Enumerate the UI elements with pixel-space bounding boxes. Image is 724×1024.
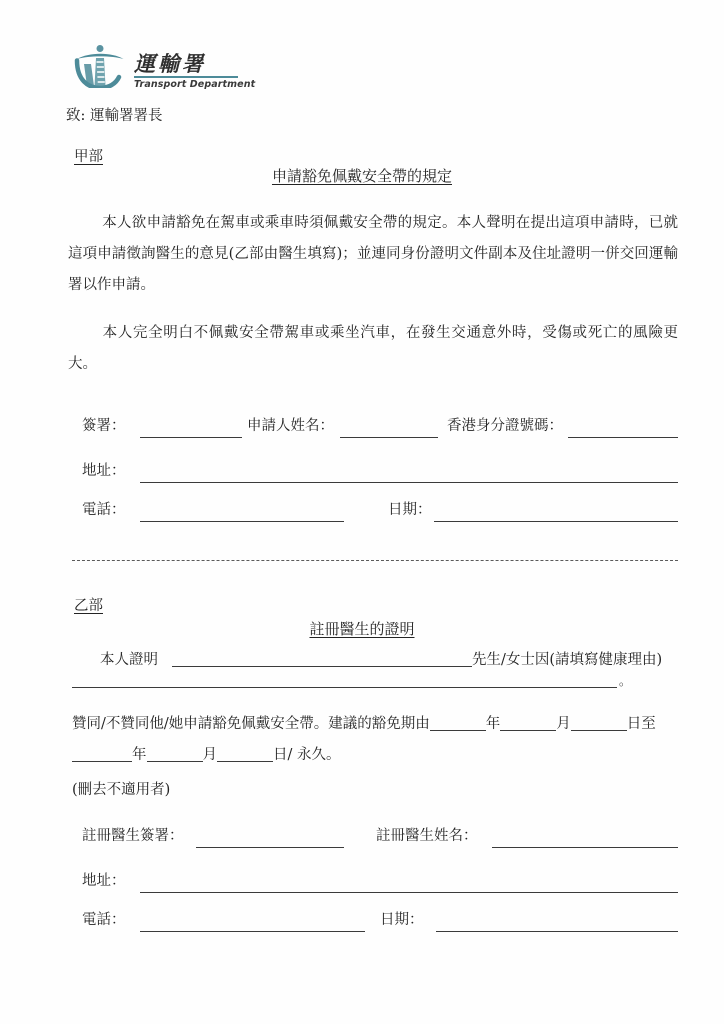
recommend-text-lead: 贊同/不贊同他/她申請豁免佩戴安全帶。建議的豁免期由 bbox=[72, 716, 430, 732]
part-b-label: 乙部 bbox=[74, 598, 103, 614]
letterhead bbox=[74, 44, 255, 88]
transport-department-logo-icon bbox=[74, 44, 126, 88]
input-hkid[interactable] bbox=[568, 437, 678, 438]
label-phone-a: 電話： bbox=[82, 502, 126, 518]
input-doctor-name[interactable] bbox=[492, 847, 678, 848]
part-a-paragraph-2 bbox=[68, 318, 678, 380]
label-hkid: 香港身分證號碼： bbox=[447, 418, 563, 434]
recommend-text-line-2 bbox=[72, 743, 341, 764]
section-separator bbox=[72, 560, 678, 561]
part-a-paragraph-2-text: 本人完全明白不佩戴安全帶駕車或乘坐汽車，在發生交通意外時，受傷或死亡的風險更大。 bbox=[68, 325, 678, 372]
input-signature[interactable] bbox=[140, 437, 242, 438]
input-phone-a[interactable] bbox=[140, 521, 344, 522]
label-doctor-signature: 註冊醫生簽署： bbox=[82, 828, 184, 844]
label-phone-b: 電話： bbox=[82, 912, 126, 928]
part-b-title bbox=[0, 618, 724, 639]
input-patient-name[interactable] bbox=[172, 666, 472, 667]
input-start-year[interactable] bbox=[430, 716, 486, 731]
label-doctor-name: 註冊醫生姓名： bbox=[376, 828, 478, 844]
input-applicant-name[interactable] bbox=[340, 437, 438, 438]
label-date-b: 日期： bbox=[380, 912, 424, 928]
input-address-a[interactable] bbox=[140, 482, 678, 483]
unit-year-end: 年 bbox=[132, 747, 147, 763]
certify-suffix: 先生/女士因(請填寫健康理由) bbox=[472, 652, 663, 668]
certify-prefix: 本人證明 bbox=[100, 652, 158, 668]
letterhead-name-cn: 運輸署 bbox=[134, 50, 206, 76]
input-end-year[interactable] bbox=[72, 747, 132, 762]
input-doctor-signature[interactable] bbox=[196, 847, 344, 848]
input-phone-b[interactable] bbox=[140, 931, 365, 932]
input-address-b[interactable] bbox=[140, 892, 678, 893]
part-a-label: 甲部 bbox=[74, 149, 103, 165]
input-date-b[interactable] bbox=[436, 931, 678, 932]
unit-day-start: 日 bbox=[626, 716, 642, 732]
input-end-month[interactable] bbox=[147, 747, 203, 762]
part-b-title-text: 註冊醫生的證明 bbox=[309, 620, 415, 638]
recommend-tail: 日/ 永久。 bbox=[273, 747, 341, 763]
recommend-text bbox=[72, 712, 656, 733]
certify-end-mark: 。 bbox=[619, 674, 632, 688]
recommend-to: 至 bbox=[641, 716, 656, 732]
part-a-title bbox=[0, 165, 724, 186]
input-date-a[interactable] bbox=[434, 521, 678, 522]
letterhead-rule bbox=[134, 76, 238, 78]
part-a-paragraph-1 bbox=[68, 208, 678, 301]
letterhead-name-en: Transport Department bbox=[134, 79, 256, 90]
input-end-day[interactable] bbox=[217, 747, 273, 762]
label-date-a: 日期： bbox=[388, 502, 432, 518]
part-a-title-text: 申請豁免佩戴安全帶的規定 bbox=[271, 167, 452, 185]
addressee-line: 致: 運輸署署長 bbox=[66, 108, 163, 124]
label-address-b: 地址： bbox=[82, 873, 126, 889]
unit-year-start: 年 bbox=[485, 716, 501, 732]
part-a-paragraph-1-text: 本人欲申請豁免在駕車或乘車時須佩戴安全帶的規定。本人聲明在提出這項申請時，已就這項申請徵詢醫生的意見(乙部由醫生填寫)；並連同身份證明文件副本及住址證明一併交回運輸署以作申請。 bbox=[68, 215, 678, 293]
letterhead-wordmark bbox=[134, 50, 256, 90]
unit-month-end: 月 bbox=[202, 747, 217, 763]
input-start-day[interactable] bbox=[571, 716, 627, 731]
delete-inapplicable-note: (刪去不適用者) bbox=[72, 782, 171, 798]
label-applicant-name: 申請人姓名： bbox=[247, 418, 334, 434]
input-health-reason[interactable] bbox=[72, 687, 617, 688]
label-signature: 簽署： bbox=[82, 418, 126, 434]
input-start-month[interactable] bbox=[500, 716, 556, 731]
unit-month-start: 月 bbox=[556, 716, 571, 732]
label-address-a: 地址： bbox=[82, 463, 126, 479]
